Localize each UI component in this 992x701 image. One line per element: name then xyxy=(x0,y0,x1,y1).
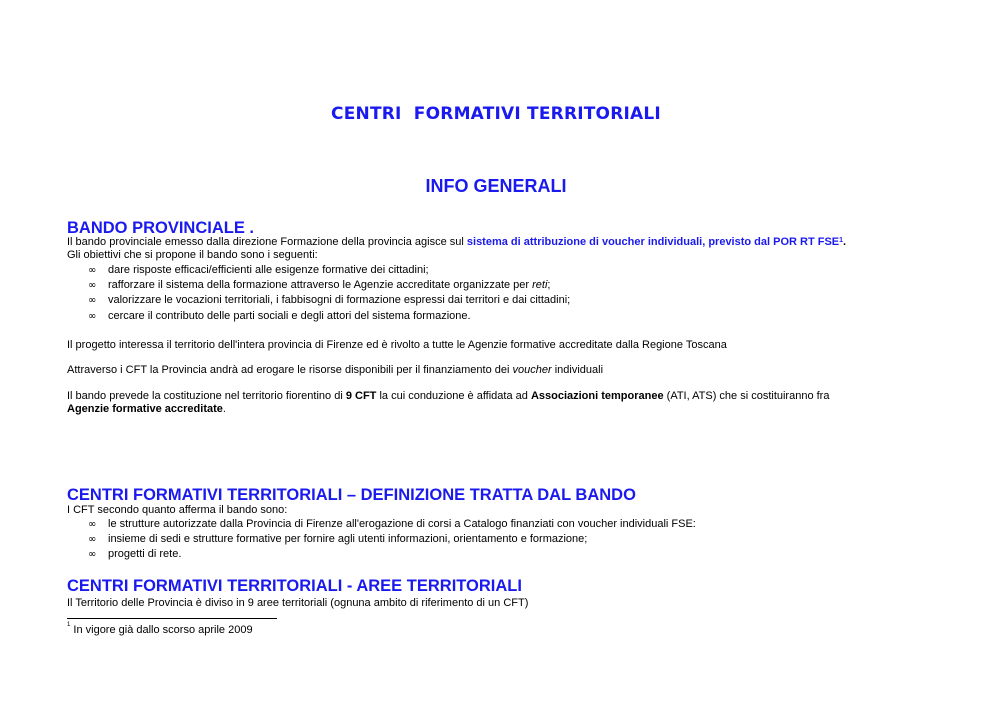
bando-intro-highlight: sistema di attribuzione di voucher individuali, previsto dal POR RT FSE xyxy=(466,236,840,248)
paragraph-costituzione-cont: Agenzie formative accreditate. xyxy=(67,403,226,415)
bando-intro xyxy=(67,236,846,249)
objectives-list xyxy=(88,264,570,325)
list-item: ∞ rafforzare il sistema della formazione attraverso le Agenzie accreditate organizzate per reti; xyxy=(88,279,551,292)
bullet-icon: ∞ xyxy=(88,549,97,561)
list-item: ∞ cercare il contributo delle parti sociali e degli attori del sistema formazione. xyxy=(88,309,471,322)
definizione-list xyxy=(88,518,696,564)
bullet-icon: ∞ xyxy=(88,534,97,546)
section-heading-definizione: CENTRI FORMATIVI TERRITORIALI – DEFINIZIONE TRATTA DAL BANDO xyxy=(67,486,636,504)
bando-intro-plain: Il bando provinciale emesso dalla direzione Formazione della provincia agisce sul xyxy=(67,236,467,248)
bullet-icon: ∞ xyxy=(88,295,97,307)
bullet-icon: ∞ xyxy=(88,265,97,276)
document-title: CENTRI FORMATIVI TERRITORIALI xyxy=(331,104,661,124)
footnote-text: In vigore già dallo scorso aprile 2009 xyxy=(70,624,253,636)
aree-text: Il Territorio delle Provincia è diviso in 9 aree territoriali (ognuna ambito di riferimento di un CFT) xyxy=(67,597,529,609)
bullet-icon: ∞ xyxy=(88,310,97,322)
list-item: ∞ le strutture autorizzate dalla Provincia di Firenze all'erogazione di corsi a Catalogo finanziati con voucher individuali FSE: xyxy=(88,518,696,530)
definizione-lead: I CFT secondo quanto afferma il bando sono: xyxy=(67,504,288,516)
footnote-separator xyxy=(67,618,277,619)
bando-intro-end: . xyxy=(843,236,847,248)
list-item: ∞ valorizzare le vocazioni territoriali, i fabbisogni di formazione espressi dai territori e dai cittadini; xyxy=(88,294,571,307)
section-heading-bando: BANDO PROVINCIALE . xyxy=(67,219,255,237)
list-item: ∞ progetti di rete. xyxy=(88,548,182,561)
bullet-icon: ∞ xyxy=(88,280,97,292)
paragraph-territorio: Il progetto interessa il territorio dell'intera provincia di Firenze ed è rivolto a tutte le Agenzie formative accreditate dalla Regione Toscana xyxy=(67,339,727,351)
footnote-number: 1 xyxy=(67,622,71,628)
paragraph-risorse: Attraverso i CFT la Provincia andrà ad erogare le risorse disponibili per il finanziamento dei voucher individuali xyxy=(67,364,604,376)
footnote-ref[interactable]: 1 xyxy=(839,237,844,244)
bullet-icon: ∞ xyxy=(88,519,97,530)
section-heading-aree: CENTRI FORMATIVI TERRITORIALI - AREE TERRITORIALI xyxy=(67,577,522,595)
paragraph-costituzione: Il bando prevede la costituzione nel territorio fiorentino di 9 CFT la cui conduzione è affidata ad Associazioni temporanee (ATI, ATS) che si costituiranno fra xyxy=(67,390,830,402)
objectives-lead: Gli obiettivi che si propone il bando sono i seguenti: xyxy=(67,249,318,261)
list-item: ∞ insieme di sedi e strutture formative per fornire agli utenti informazioni, orientamento e formazione; xyxy=(88,533,588,546)
list-item: ∞ dare risposte efficaci/efficienti alle esigenze formative dei cittadini; xyxy=(88,264,429,276)
document-subtitle: INFO GENERALI xyxy=(425,176,567,196)
footnote xyxy=(67,624,253,636)
